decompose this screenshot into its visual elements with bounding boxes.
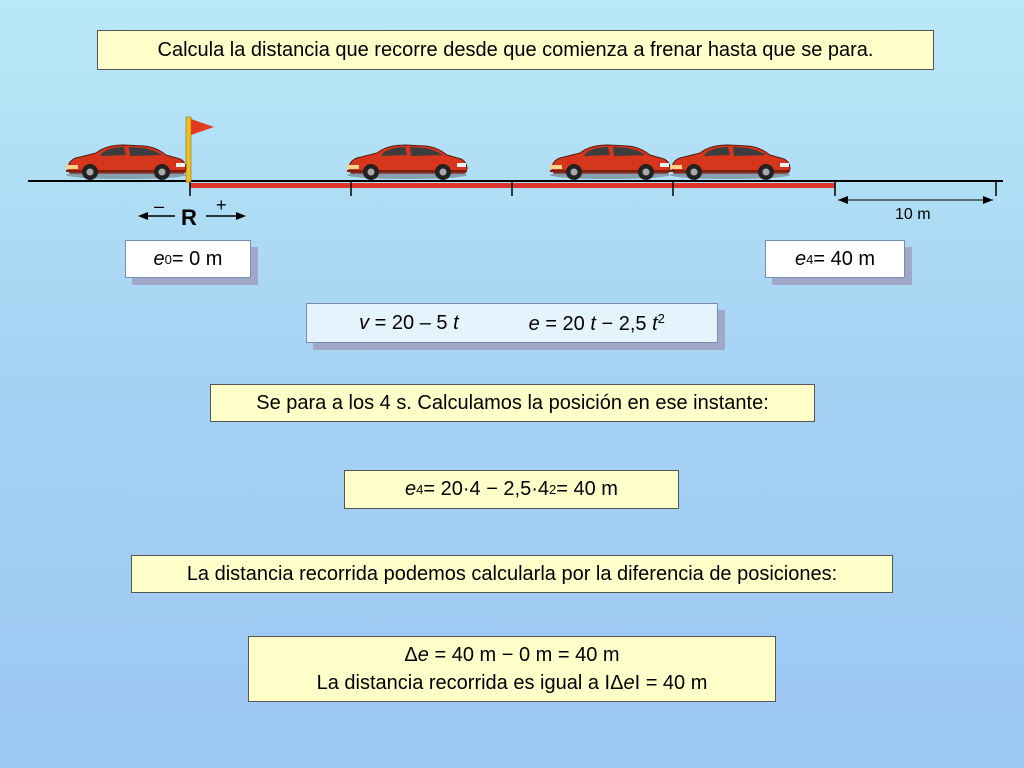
position-t: t [590,312,596,335]
car-icon [550,145,670,180]
minus-sign: – [154,196,165,216]
e4-var: e [794,247,807,270]
e4-calc-box [344,470,679,509]
distance-text: La distancia recorrida podemos calcularla por la diferencia de posiciones: [186,562,838,585]
reference-letter: R [181,205,197,230]
velocity-var: v [359,311,370,334]
position-var: e [528,312,540,335]
velocity-t: t [453,311,459,334]
e0-sub: 0 [164,251,172,267]
e4-calc-var: e [405,478,417,500]
result-box [248,636,776,702]
stop-text: Se para a los 4 s. Calculamos la posición en ese instante: [256,391,769,414]
e4-calc-expr: = 20·4 − 2,5·4 [423,478,550,500]
e4-calc-exponent: 2 [549,482,557,497]
e4-sub: 4 [806,251,814,267]
car-icon [347,145,467,180]
velocity-expr: = 20 – 5 [369,311,454,334]
result-line-2 [317,669,708,697]
e4-calc-result: = 40 m [556,478,618,500]
stop-text-box [210,384,815,422]
scale-arrow [838,196,993,204]
result-line2-var: e [623,672,635,694]
result-line2-text: La distancia recorrida es igual a IΔ [316,672,624,694]
position-expr-mid: − 2,5 [595,312,653,335]
plus-sign: + [216,195,227,215]
position-expr: = 20 [539,312,591,335]
e4-value: = 40 m [813,247,876,270]
distance-text-box [131,555,893,593]
title-text: Calcula la distancia que recorre desde que comienza a frenar hasta que se para. [157,38,874,61]
result-var: e [417,644,429,666]
reference-flag-icon [186,117,214,182]
result-expr: = 40 m − 0 m = 40 m [428,644,620,666]
e0-value: = 0 m [171,247,223,270]
e4-box [765,240,905,278]
position-t2: t [652,312,658,335]
car-icon [66,145,186,180]
position-exponent: 2 [657,310,665,326]
delta-symbol: Δ [404,644,418,666]
car-icon [670,145,790,180]
result-line2-value: I = 40 m [634,672,708,694]
e0-box [125,240,251,278]
result-line-1 [404,641,619,669]
e4-calc-sub: 4 [416,482,424,497]
equations-box [306,303,718,343]
e0-var: e [153,247,165,270]
scale-label: 10 m [895,206,931,223]
